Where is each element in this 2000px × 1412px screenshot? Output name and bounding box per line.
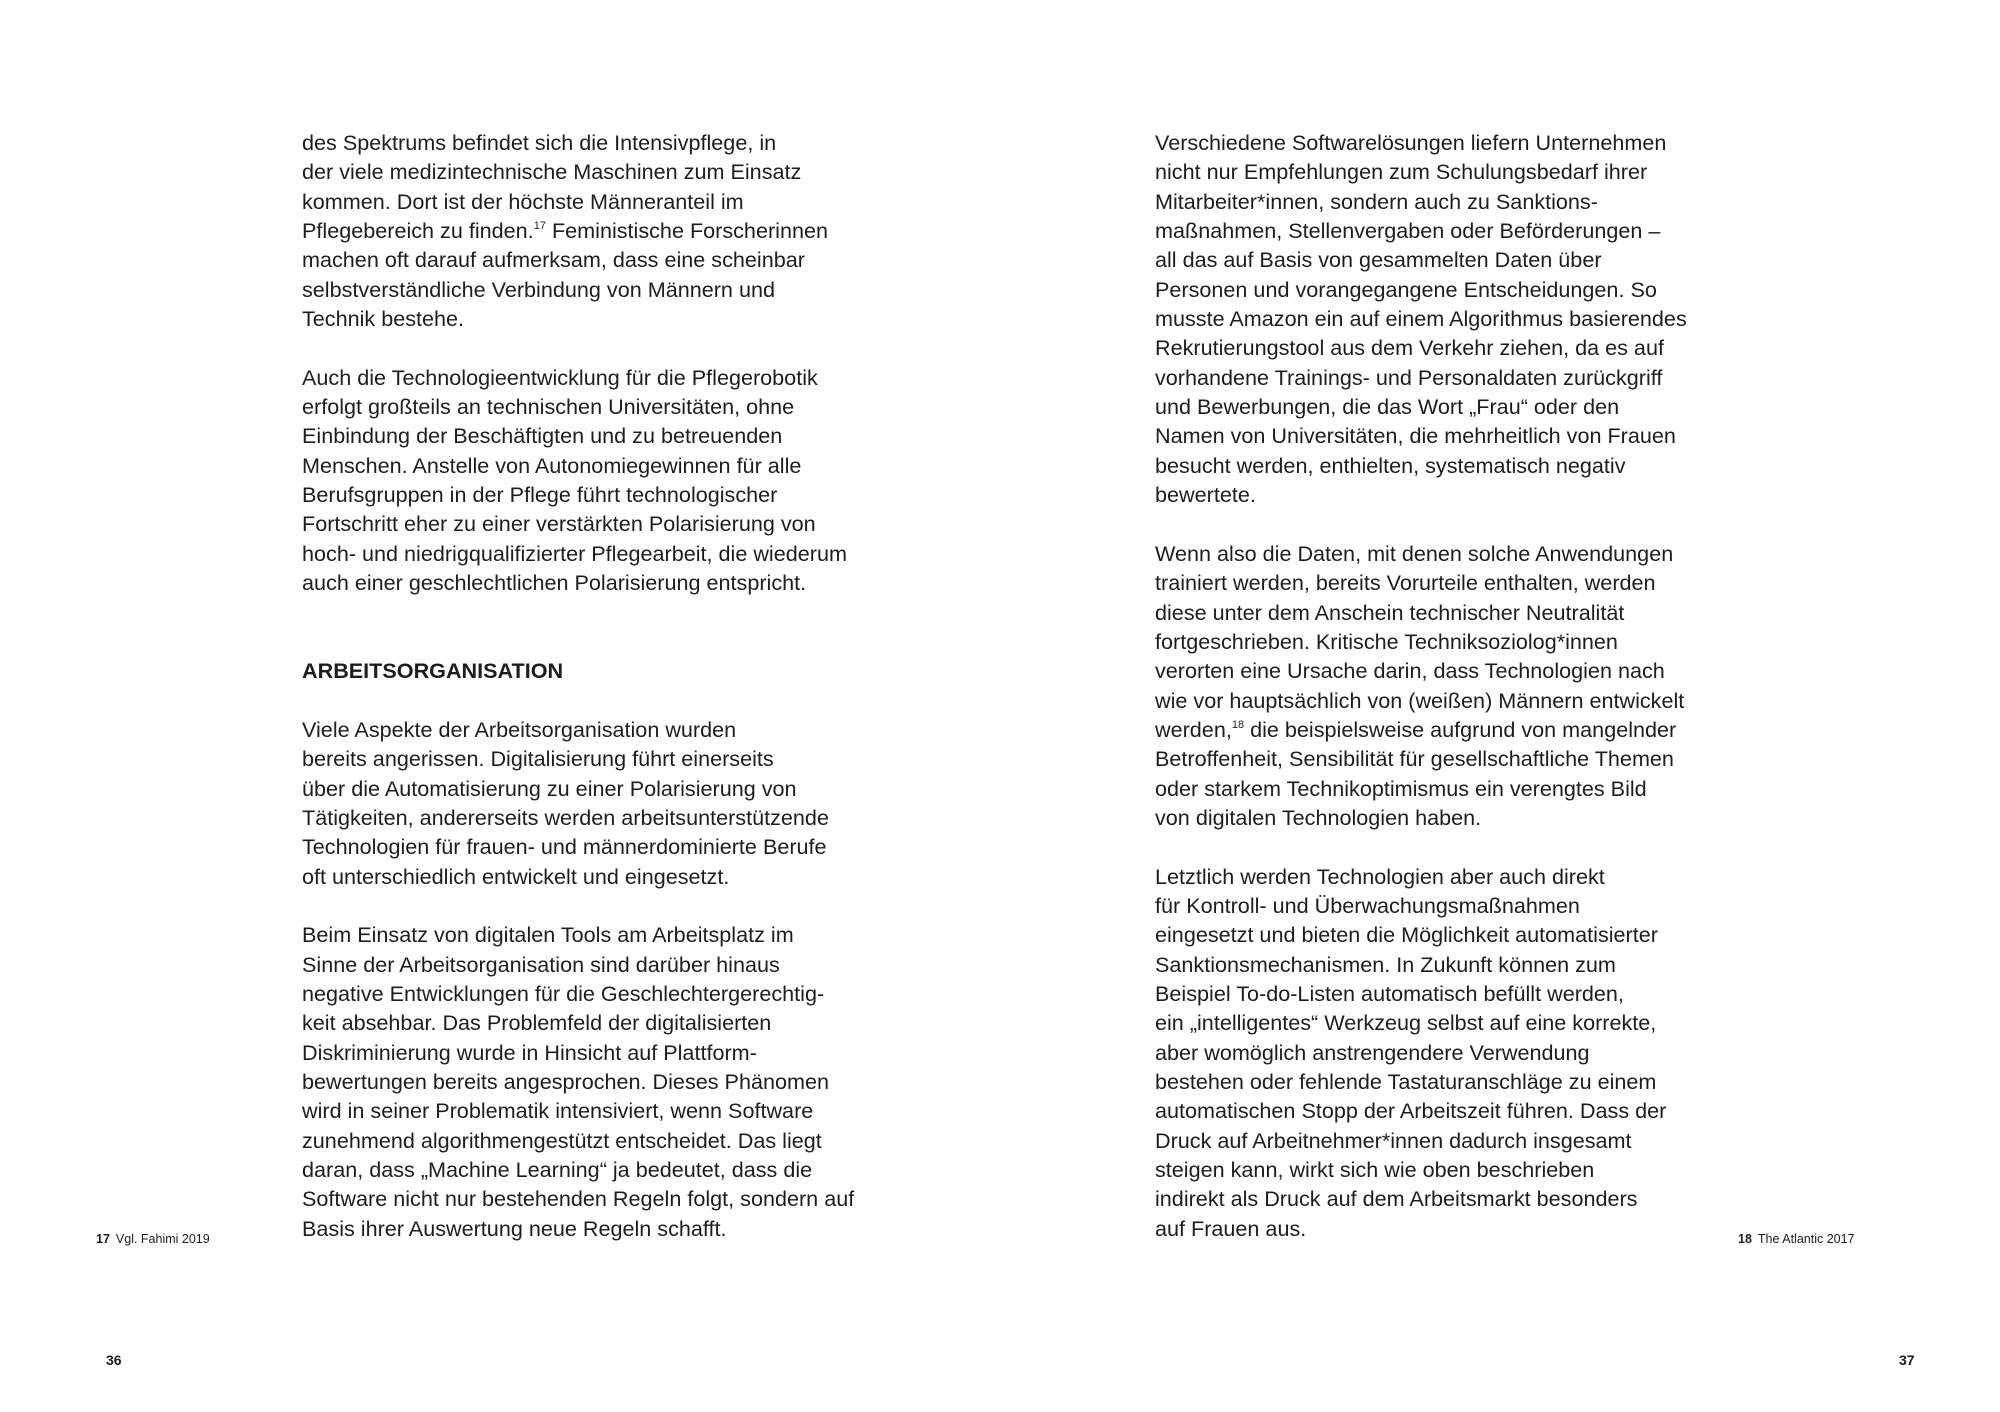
text-line: Auch die Technologieentwicklung für die Pflegerobotik — [302, 364, 818, 390]
footnote-17 — [96, 1232, 210, 1246]
text-line: musste Amazon ein auf einem Algorithmus basierendes — [1155, 306, 1687, 332]
text-line: daran, dass „Machine Learning“ ja bedeutet, dass die — [302, 1157, 813, 1183]
text-line: bewertungen bereits angesprochen. Dieses Phänomen — [302, 1069, 829, 1094]
text-line: Letztlich werden Technologien aber auch direkt — [1155, 863, 1605, 889]
page-number-right: 37 — [1899, 1352, 1915, 1368]
text-line: erfolgt großteils an technischen Universitäten, ohne — [302, 394, 795, 420]
text-line: selbstverständliche Verbindung von Männern und — [302, 276, 775, 302]
text-line: Druck auf Arbeitnehmer*innen dadurch insgesamt — [1155, 1127, 1632, 1153]
text-line: oder starkem Technikoptimismus ein verengtes Bild — [1155, 775, 1647, 801]
text-line: für Kontroll- und Überwachungsmaßnahmen — [1155, 892, 1580, 918]
text-line: Fortschritt eher zu einer verstärkten Polarisierung von — [302, 511, 816, 537]
text-line: auch einer geschlechtlichen Polarisierung entspricht. — [302, 570, 807, 596]
text-line: all das auf Basis von gesammelten Daten über — [1155, 247, 1602, 273]
text-line: bestehen oder fehlende Tastaturanschläge zu einem — [1155, 1069, 1657, 1094]
text-line-with-footnote-ref — [1155, 715, 1735, 744]
text-line: Personen und vorangegangene Entscheidungen. So — [1155, 276, 1657, 302]
text-segment: Pflegebereich zu finden. — [302, 218, 534, 244]
text-line: wird in seiner Problematik intensiviert, wenn Software — [302, 1098, 814, 1124]
blank-line — [1155, 832, 1735, 861]
text-line: zunehmend algorithmengestützt entscheidet. Das liegt — [302, 1127, 822, 1153]
text-line: eingesetzt und bieten die Möglichkeit automatisierter — [1155, 922, 1658, 948]
text-line: Rekrutierungstool aus dem Verkehr ziehen, da es auf — [1155, 335, 1664, 361]
text-line: Namen von Universitäten, die mehrheitlich von Frauen — [1155, 423, 1676, 449]
blank-line — [302, 333, 882, 362]
text-line: trainiert werden, bereits Vorurteile enthalten, werden — [1155, 570, 1656, 596]
text-line: des Spektrums befindet sich die Intensivpflege, in — [302, 130, 777, 155]
text-line: Viele Aspekte der Arbeitsorganisation wurden — [302, 716, 737, 742]
text-line: Technik bestehe. — [302, 306, 465, 332]
footnote-text: The Atlantic 2017 — [1757, 1232, 1855, 1246]
text-line: Betroffenheit, Sensibilität für gesellschaftliche Themen — [1155, 746, 1674, 772]
text-line: nicht nur Empfehlungen zum Schulungsbedarf ihrer — [1155, 159, 1648, 185]
text-segment: die beispielsweise aufgrund von mangelnder — [1244, 716, 1677, 742]
text-line: vorhandene Trainings- und Personaldaten zurückgriff — [1155, 364, 1663, 390]
footnote-number: 18 — [1738, 1232, 1752, 1246]
text-line: bereits angerissen. Digitalisierung führt einerseits — [302, 746, 774, 772]
text-line: machen oft darauf aufmerksam, dass eine scheinbar — [302, 247, 805, 273]
text-line: indirekt als Druck auf dem Arbeitsmarkt besonders — [1155, 1186, 1638, 1212]
text-line: bewertete. — [1155, 482, 1256, 508]
text-line: fortgeschrieben. Kritische Techniksoziolog*innen — [1155, 628, 1618, 654]
text-line: automatischen Stopp der Arbeitszeit führen. Dass der — [1155, 1098, 1667, 1124]
text-line: Verschiedene Softwarelösungen liefern Unternehmen — [1155, 130, 1667, 155]
text-line: Sinne der Arbeitsorganisation sind darüber hinaus — [302, 951, 780, 977]
right-page-text-column — [1155, 128, 1735, 1243]
text-line: ein „intelligentes“ Werkzeug selbst auf eine korrekte, — [1155, 1010, 1657, 1036]
text-line: Sanktionsmechanismen. In Zukunft können zum — [1155, 951, 1616, 977]
text-line: diese unter dem Anschein technischer Neutralität — [1155, 599, 1625, 625]
text-line: Menschen. Anstelle von Autonomiegewinnen für alle — [302, 452, 802, 478]
text-line: auf Frauen aus. — [1155, 1215, 1307, 1241]
text-line: hoch- und niedrigqualifizierter Pflegearbeit, die wiederum — [302, 540, 847, 566]
text-line: Beispiel To-do-Listen automatisch befüllt werden, — [1155, 980, 1624, 1006]
text-line: Beim Einsatz von digitalen Tools am Arbeitsplatz im — [302, 922, 794, 948]
blank-line — [1155, 509, 1735, 538]
left-page-text-column — [302, 128, 882, 1243]
text-line: Wenn also die Daten, mit denen solche Anwendungen — [1155, 540, 1674, 566]
text-line-with-footnote-ref — [302, 216, 882, 245]
text-line: kommen. Dort ist der höchste Männeranteil im — [302, 188, 744, 214]
footnote-text: Vgl. Fahimi 2019 — [115, 1232, 210, 1246]
text-line: verorten eine Ursache darin, dass Technologien nach — [1155, 658, 1665, 684]
text-segment: werden, — [1155, 716, 1232, 742]
text-line: besucht werden, enthielten, systematisch negativ — [1155, 452, 1626, 478]
text-line: Basis ihrer Auswertung neue Regeln schafft. — [302, 1215, 727, 1241]
text-line: Einbindung der Beschäftigten und zu betreuenden — [302, 423, 783, 449]
text-line: oft unterschiedlich entwickelt und eingesetzt. — [302, 863, 730, 889]
text-segment: Feministische Forscherinnen — [545, 218, 828, 244]
text-line: von digitalen Technologien haben. — [1155, 804, 1482, 830]
blank-line — [302, 627, 882, 656]
text-line: Tätigkeiten, andererseits werden arbeitsunterstützende — [302, 804, 829, 830]
text-line: Technologien für frauen- und männerdominierte Berufe — [302, 834, 827, 860]
text-line: steigen kann, wirkt sich wie oben beschrieben — [1155, 1157, 1595, 1183]
text-line: Berufsgruppen in der Pflege führt technologischer — [302, 482, 778, 508]
text-line: maßnahmen, Stellenvergaben oder Beförderungen – — [1155, 218, 1661, 244]
text-line: Mitarbeiter*innen, sondern auch zu Sanktions- — [1155, 188, 1598, 214]
footnote-18 — [1738, 1232, 1855, 1246]
page-number-left: 36 — [106, 1352, 122, 1368]
footnote-reference: 17 — [533, 220, 546, 233]
section-heading: ARBEITSORGANISATION — [302, 658, 564, 684]
text-line: wie vor hauptsächlich von (weißen) Männern entwickelt — [1155, 687, 1685, 713]
text-line: und Bewerbungen, die das Wort „Frau“ oder den — [1155, 394, 1620, 420]
text-line: Diskriminierung wurde in Hinsicht auf Plattform- — [302, 1039, 757, 1065]
blank-line — [302, 686, 882, 715]
footnote-number: 17 — [96, 1232, 110, 1246]
text-line: negative Entwicklungen für die Geschlechtergerechtig- — [302, 980, 825, 1006]
text-line: aber womöglich anstrengendere Verwendung — [1155, 1039, 1590, 1065]
text-line: über die Automatisierung zu einer Polarisierung von — [302, 775, 797, 801]
blank-line — [302, 598, 882, 627]
text-line: Software nicht nur bestehenden Regeln folgt, sondern auf — [302, 1186, 855, 1212]
text-line: der viele medizintechnische Maschinen zum Einsatz — [302, 159, 802, 185]
text-line: keit absehbar. Das Problemfeld der digitalisierten — [302, 1010, 772, 1036]
blank-line — [302, 891, 882, 920]
footnote-reference: 18 — [1231, 718, 1245, 731]
